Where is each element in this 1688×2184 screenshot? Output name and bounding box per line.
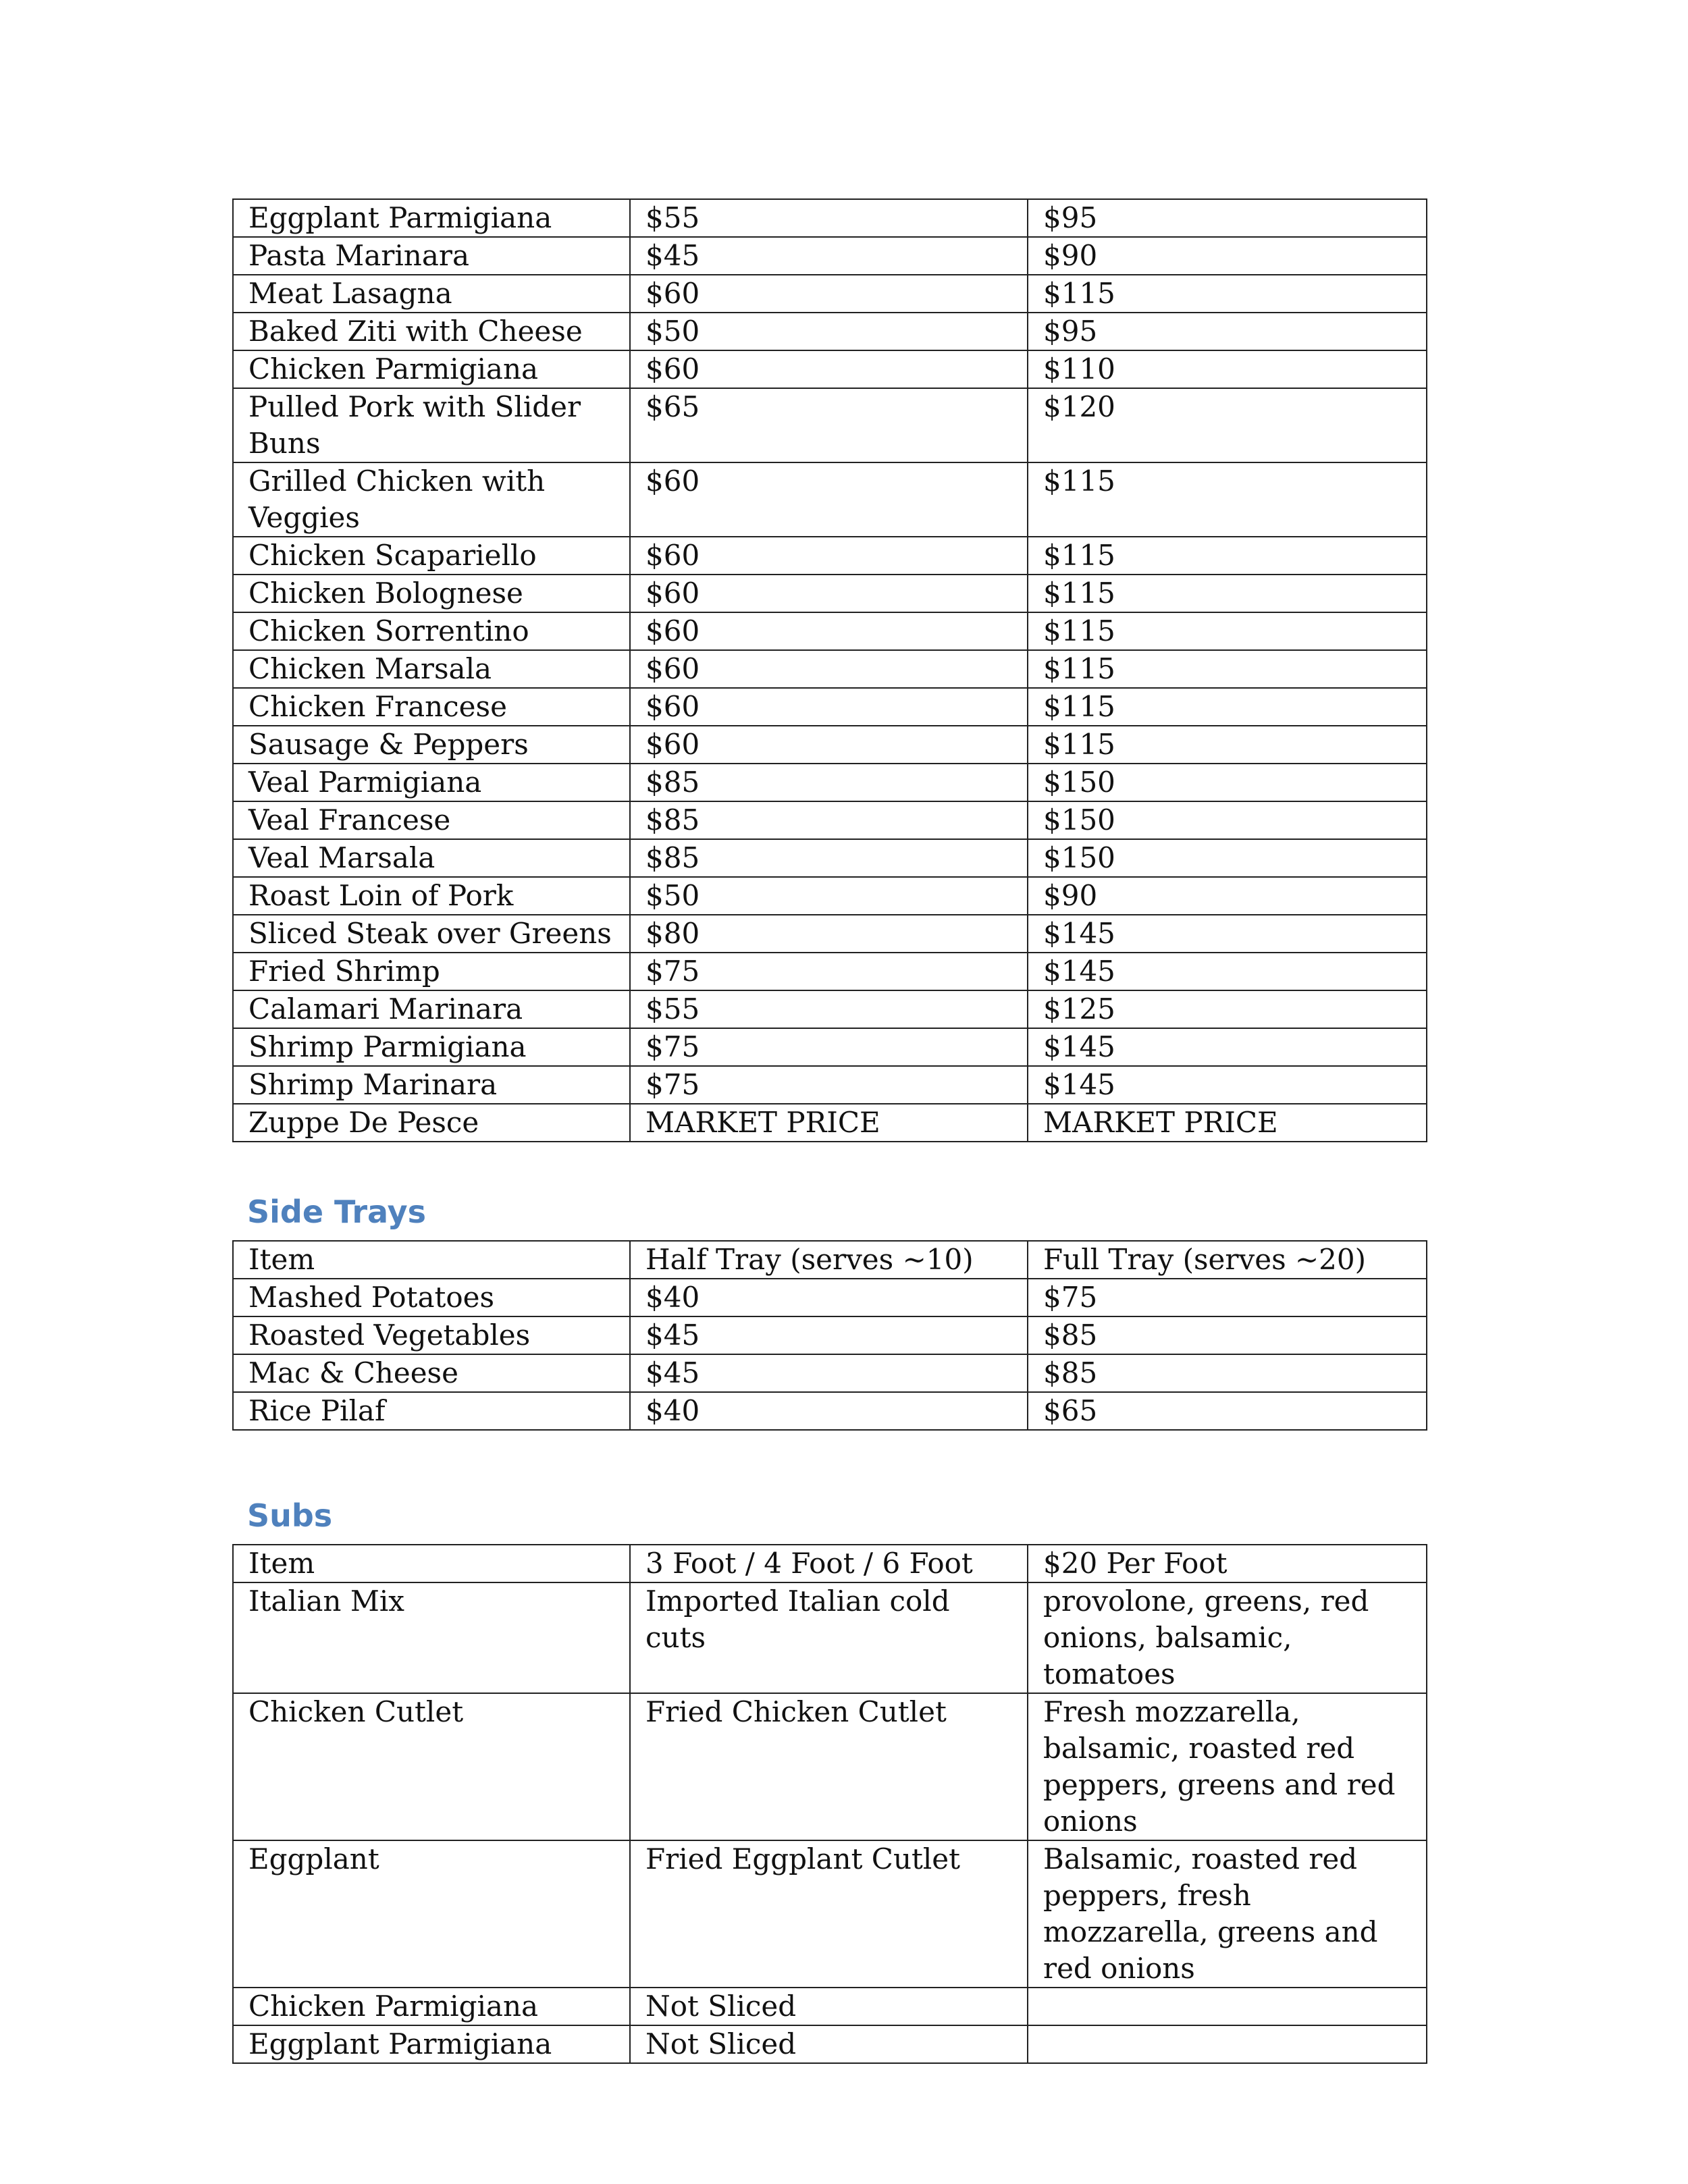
- item-cell: Eggplant: [233, 1840, 630, 1988]
- item-cell: Chicken Parmigiana: [233, 1988, 630, 2025]
- price-half-cell: $75: [630, 1028, 1028, 1066]
- price-half-cell: $60: [630, 537, 1028, 575]
- price-half-cell: $60: [630, 688, 1028, 726]
- price-full-cell: $115: [1028, 612, 1427, 650]
- price-full-cell: $145: [1028, 915, 1427, 953]
- item-cell: Meat Lasagna: [233, 275, 630, 313]
- price-half-cell: $55: [630, 199, 1028, 237]
- item-cell: Mac & Cheese: [233, 1354, 630, 1392]
- item-cell: Shrimp Parmigiana: [233, 1028, 630, 1066]
- item-cell: Eggplant Parmigiana: [233, 2025, 630, 2063]
- price-full-cell: $85: [1028, 1316, 1427, 1354]
- price-half-cell: $60: [630, 612, 1028, 650]
- table-row: [233, 1840, 1427, 1988]
- item-cell: Calamari Marinara: [233, 990, 630, 1028]
- item-cell: Veal Marsala: [233, 839, 630, 877]
- column-header: Half Tray (serves ~10): [630, 1241, 1028, 1279]
- table-row: [233, 388, 1427, 462]
- table-row: [233, 462, 1427, 537]
- price-full-cell: $65: [1028, 1392, 1427, 1430]
- price-half-cell: $85: [630, 764, 1028, 801]
- price-full-cell: $150: [1028, 801, 1427, 839]
- table-row: [233, 2025, 1427, 2063]
- item-cell: Pulled Pork with Slider Buns: [233, 388, 630, 462]
- item-cell: Chicken Bolognese: [233, 575, 630, 612]
- price-half-cell: $65: [630, 388, 1028, 462]
- price-half-cell: $45: [630, 1316, 1028, 1354]
- item-cell: Baked Ziti with Cheese: [233, 313, 630, 350]
- item-cell: Sliced Steak over Greens: [233, 915, 630, 953]
- price-half-cell: $60: [630, 275, 1028, 313]
- side-trays-table: [232, 1240, 1427, 1431]
- table-row: [233, 1354, 1427, 1392]
- price-full-cell: $145: [1028, 1028, 1427, 1066]
- item-cell: Chicken Cutlet: [233, 1693, 630, 1840]
- table-row: [233, 990, 1427, 1028]
- price-full-cell: $85: [1028, 1354, 1427, 1392]
- price-half-cell: $85: [630, 839, 1028, 877]
- table-row: [233, 1392, 1427, 1430]
- price-half-cell: $60: [630, 462, 1028, 537]
- entrees-table: [232, 198, 1427, 1142]
- item-cell: Chicken Marsala: [233, 650, 630, 688]
- table-row: [233, 1279, 1427, 1316]
- price-full-cell: $115: [1028, 462, 1427, 537]
- price-half-cell: $80: [630, 915, 1028, 953]
- table-row: [233, 275, 1427, 313]
- column-header: Full Tray (serves ~20): [1028, 1241, 1427, 1279]
- price-half-cell: $60: [630, 575, 1028, 612]
- price-full-cell: $110: [1028, 350, 1427, 388]
- item-cell: Chicken Francese: [233, 688, 630, 726]
- price-full-cell: $115: [1028, 275, 1427, 313]
- table-row: [233, 764, 1427, 801]
- table-header-row: [233, 1545, 1427, 1582]
- price-full-cell: [1028, 2025, 1427, 2063]
- item-cell: Sausage & Peppers: [233, 726, 630, 764]
- item-cell: Grilled Chicken with Veggies: [233, 462, 630, 537]
- item-cell: Fried Shrimp: [233, 953, 630, 990]
- column-header: Item: [233, 1241, 630, 1279]
- column-header: Item: [233, 1545, 630, 1582]
- item-cell: Eggplant Parmigiana: [233, 199, 630, 237]
- item-cell: Roasted Vegetables: [233, 1316, 630, 1354]
- table-row: [233, 953, 1427, 990]
- price-half-cell: $50: [630, 877, 1028, 915]
- price-full-cell: Balsamic, roasted red peppers, fresh mozzarella, greens and red onions: [1028, 1840, 1427, 1988]
- table-row: [233, 537, 1427, 575]
- item-cell: Chicken Sorrentino: [233, 612, 630, 650]
- entrees-table-body: [233, 199, 1427, 1142]
- price-half-cell: $45: [630, 1354, 1028, 1392]
- item-cell: Veal Francese: [233, 801, 630, 839]
- price-half-cell: $60: [630, 726, 1028, 764]
- item-cell: Roast Loin of Pork: [233, 877, 630, 915]
- price-half-cell: $50: [630, 313, 1028, 350]
- item-cell: Pasta Marinara: [233, 237, 630, 275]
- item-cell: Rice Pilaf: [233, 1392, 630, 1430]
- table-row: [233, 1104, 1427, 1142]
- table-row: [233, 1988, 1427, 2025]
- price-full-cell: $115: [1028, 650, 1427, 688]
- table-row: [233, 350, 1427, 388]
- price-half-cell: Fried Chicken Cutlet: [630, 1693, 1028, 1840]
- side-trays-table-body: [233, 1241, 1427, 1430]
- table-row: [233, 199, 1427, 237]
- price-full-cell: $120: [1028, 388, 1427, 462]
- price-full-cell: $75: [1028, 1279, 1427, 1316]
- side-trays-heading: Side Trays: [247, 1194, 427, 1230]
- table-row: [233, 1693, 1427, 1840]
- column-header: $20 Per Foot: [1028, 1545, 1427, 1582]
- price-full-cell: $125: [1028, 990, 1427, 1028]
- table-row: [233, 915, 1427, 953]
- price-full-cell: $95: [1028, 313, 1427, 350]
- price-half-cell: Not Sliced: [630, 2025, 1028, 2063]
- item-cell: Mashed Potatoes: [233, 1279, 630, 1316]
- price-full-cell: $115: [1028, 575, 1427, 612]
- price-half-cell: Fried Eggplant Cutlet: [630, 1840, 1028, 1988]
- price-half-cell: $60: [630, 650, 1028, 688]
- table-row: [233, 237, 1427, 275]
- table-row: [233, 575, 1427, 612]
- item-cell: Shrimp Marinara: [233, 1066, 630, 1104]
- price-half-cell: $75: [630, 1066, 1028, 1104]
- column-header: 3 Foot / 4 Foot / 6 Foot: [630, 1545, 1028, 1582]
- item-cell: Veal Parmigiana: [233, 764, 630, 801]
- item-cell: Zuppe De Pesce: [233, 1104, 630, 1142]
- price-full-cell: $150: [1028, 839, 1427, 877]
- price-full-cell: $90: [1028, 237, 1427, 275]
- item-cell: Italian Mix: [233, 1582, 630, 1693]
- table-row: [233, 1316, 1427, 1354]
- price-half-cell: $85: [630, 801, 1028, 839]
- subs-table: [232, 1544, 1427, 2064]
- table-row: [233, 801, 1427, 839]
- price-full-cell: MARKET PRICE: [1028, 1104, 1427, 1142]
- table-row: [233, 839, 1427, 877]
- price-full-cell: $145: [1028, 953, 1427, 990]
- subs-heading: Subs: [247, 1497, 333, 1534]
- table-row: [233, 313, 1427, 350]
- table-row: [233, 612, 1427, 650]
- price-full-cell: $95: [1028, 199, 1427, 237]
- price-half-cell: $75: [630, 953, 1028, 990]
- subs-table-body: [233, 1545, 1427, 2063]
- price-full-cell: $145: [1028, 1066, 1427, 1104]
- price-half-cell: $60: [630, 350, 1028, 388]
- table-row: [233, 877, 1427, 915]
- price-half-cell: $55: [630, 990, 1028, 1028]
- price-half-cell: MARKET PRICE: [630, 1104, 1028, 1142]
- price-full-cell: $150: [1028, 764, 1427, 801]
- price-half-cell: Imported Italian cold cuts: [630, 1582, 1028, 1693]
- price-full-cell: $115: [1028, 537, 1427, 575]
- table-row: [233, 650, 1427, 688]
- price-half-cell: $40: [630, 1279, 1028, 1316]
- price-full-cell: provolone, greens, red onions, balsamic, tomatoes: [1028, 1582, 1427, 1693]
- item-cell: Chicken Scapariello: [233, 537, 630, 575]
- price-half-cell: $40: [630, 1392, 1028, 1430]
- price-full-cell: [1028, 1988, 1427, 2025]
- table-row: [233, 1028, 1427, 1066]
- price-full-cell: $115: [1028, 688, 1427, 726]
- table-header-row: [233, 1241, 1427, 1279]
- price-full-cell: $115: [1028, 726, 1427, 764]
- table-row: [233, 688, 1427, 726]
- table-row: [233, 1066, 1427, 1104]
- table-row: [233, 1582, 1427, 1693]
- price-full-cell: $90: [1028, 877, 1427, 915]
- price-half-cell: $45: [630, 237, 1028, 275]
- item-cell: Chicken Parmigiana: [233, 350, 630, 388]
- price-full-cell: Fresh mozzarella, balsamic, roasted red peppers, greens and red onions: [1028, 1693, 1427, 1840]
- table-row: [233, 726, 1427, 764]
- price-half-cell: Not Sliced: [630, 1988, 1028, 2025]
